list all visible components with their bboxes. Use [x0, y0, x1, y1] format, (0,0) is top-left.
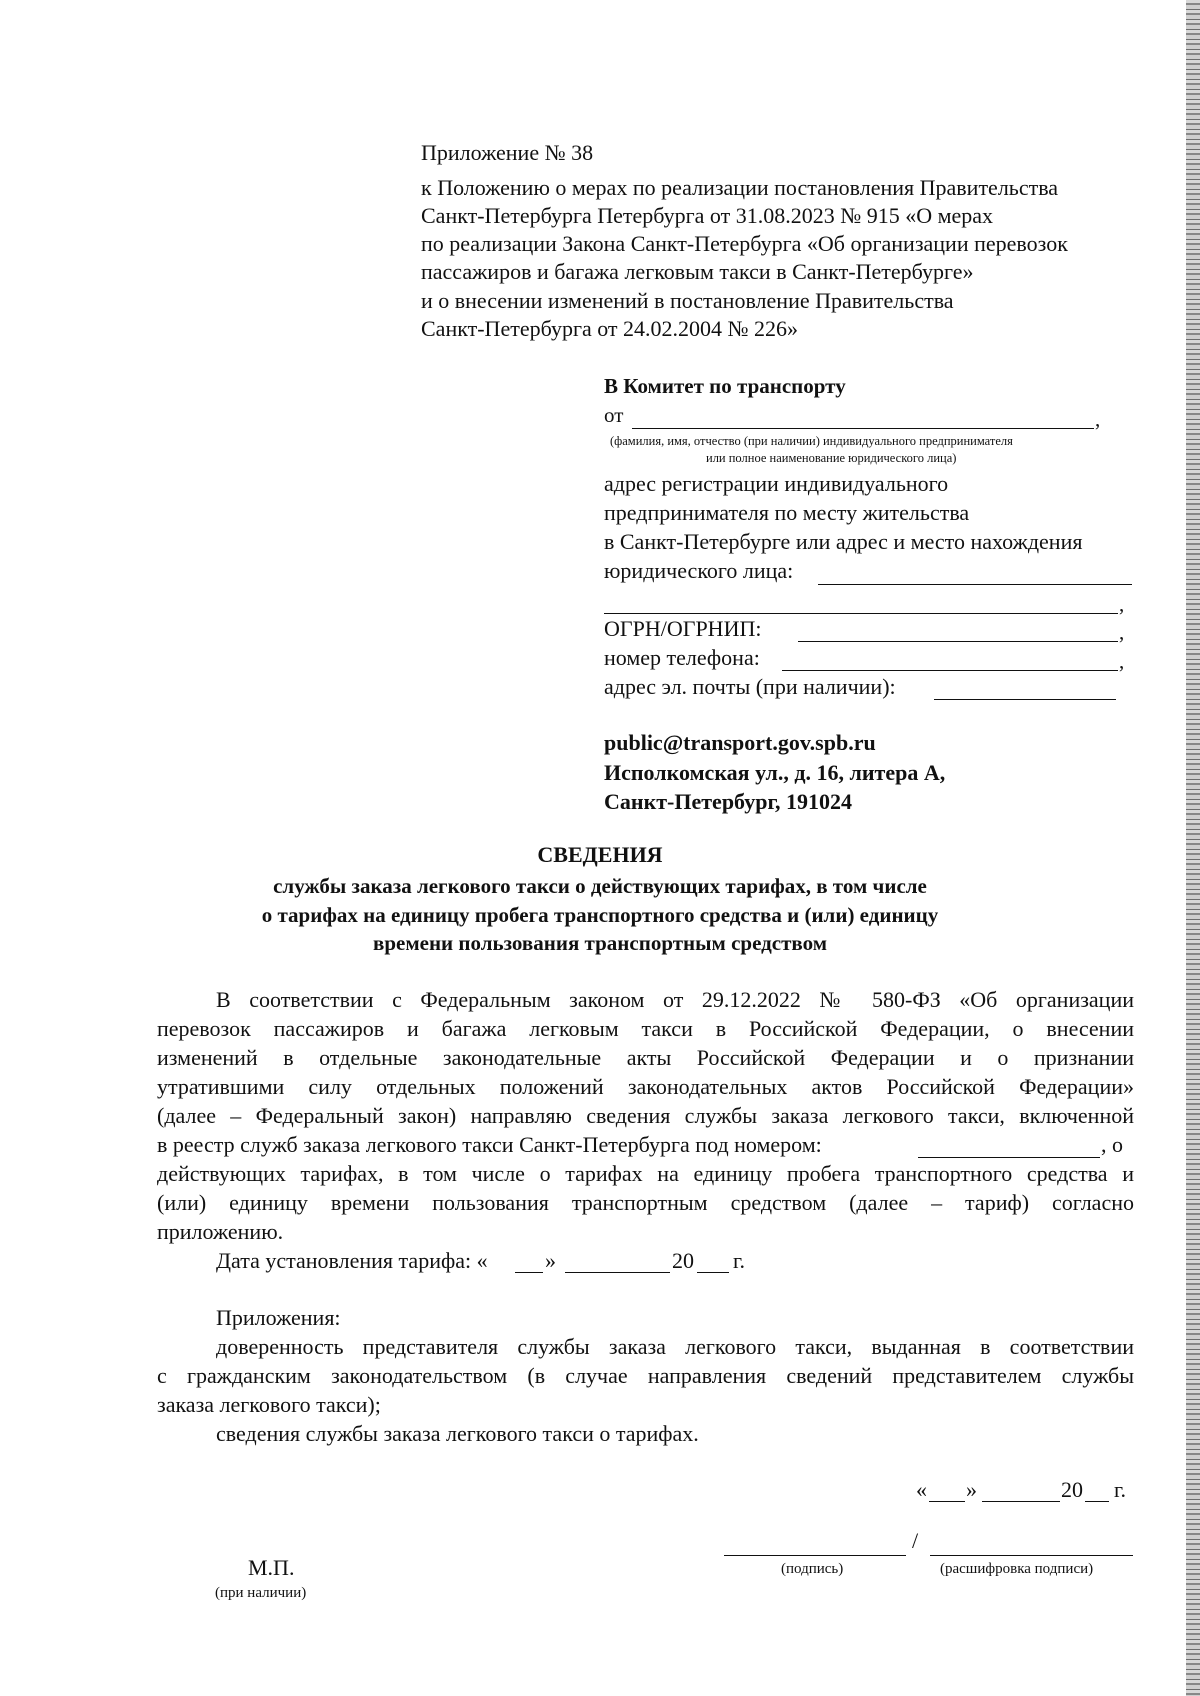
heading-subtitle: службы заказа легкового такси о действующих тарифах, в том числе	[273, 874, 927, 898]
attachments-label: Приложения:	[216, 1305, 341, 1330]
from-label: от	[604, 403, 624, 427]
decode-hint: (расшифровка подписи)	[940, 1561, 1094, 1577]
contact-email: public@transport.gov.spb.ru	[604, 730, 876, 755]
sign-year-blank[interactable]	[1085, 1501, 1109, 1502]
from-blank[interactable]	[632, 428, 1094, 429]
body-line: действующих тарифах, в том числе о тарифах на единицу пробега транспортного средства и	[157, 1161, 1134, 1186]
quote: »	[966, 1477, 977, 1502]
ogrn-blank[interactable]	[798, 641, 1118, 642]
heading-subtitle: времени пользования транспортным средством	[372, 931, 827, 955]
tariff-day-blank[interactable]	[515, 1272, 543, 1273]
email-blank[interactable]	[934, 699, 1116, 700]
email-label: адрес эл. почты (при наличии):	[604, 674, 896, 699]
year-suffix: г.	[1114, 1477, 1127, 1502]
address-blank[interactable]	[818, 584, 1132, 585]
address-blank-2[interactable]	[604, 613, 1118, 614]
comma: ,	[1119, 592, 1125, 616]
addressee-title: В Комитет по транспорту	[604, 374, 846, 398]
appendix-line: Санкт-Петербурга Петербурга от 31.08.2023 № 915 «О мерах	[421, 203, 994, 228]
sign-month-blank[interactable]	[982, 1501, 1060, 1502]
slash: /	[912, 1528, 919, 1553]
address-line: предпринимателя по месту жительства	[604, 500, 970, 525]
heading-title: СВЕДЕНИЯ	[537, 842, 663, 867]
register-number-blank[interactable]	[918, 1157, 1100, 1158]
quote: »	[545, 1248, 556, 1273]
quote: «	[916, 1477, 927, 1502]
appendix-line: к Положению о мерах по реализации постановления Правительства	[421, 175, 1059, 200]
attachment-line: сведения службы заказа легкового такси о тарифах.	[216, 1421, 699, 1446]
signature-blank[interactable]	[724, 1555, 906, 1556]
from-hint: или полное наименование юридического лица)	[706, 451, 957, 465]
appendix-line: Приложение № 38	[421, 140, 594, 165]
from-hint: (фамилия, имя, отчество (при наличии) индивидуального предпринимателя	[610, 434, 1013, 448]
comma: ,	[1095, 407, 1101, 431]
body-line: В соответствии с Федеральным законом от 29.12.2022 № 580-ФЗ «Об организации	[216, 987, 1134, 1012]
comma: ,	[1119, 649, 1125, 673]
body-line: (или) единицу времени пользования транспортным средством (далее – тариф) согласно	[157, 1190, 1134, 1215]
heading-subtitle: о тарифах на единицу пробега транспортного средства и (или) единицу	[261, 903, 939, 927]
comma: ,	[1119, 620, 1125, 644]
attachment-line: заказа легкового такси);	[157, 1392, 381, 1417]
address-line: в Санкт-Петербурге или адрес и место нахождения	[604, 529, 1083, 554]
attachment-line: доверенность представителя службы заказа легкового такси, выданная в соответствии	[216, 1334, 1134, 1359]
contact-city: Санкт-Петербург, 191024	[604, 789, 852, 814]
phone-blank[interactable]	[782, 670, 1118, 671]
body-line: утратившими силу отдельных положений законодательных актов Российской Федерации»	[157, 1074, 1134, 1099]
stamp-label: М.П.	[248, 1555, 295, 1580]
signature-hint: (подпись)	[781, 1561, 844, 1577]
ogrn-label: ОГРН/ОГРНИП:	[604, 616, 762, 641]
tariff-date-label: Дата установления тарифа: «	[216, 1248, 488, 1273]
sign-year-prefix: 20	[1061, 1477, 1083, 1502]
body-line: приложению.	[157, 1219, 284, 1244]
register-text: в реестр служб заказа легкового такси Санкт-Петербурга под номером:	[157, 1132, 822, 1157]
address-last: юридического лица:	[604, 558, 794, 583]
tariff-year-blank[interactable]	[697, 1272, 729, 1273]
phone-label: номер телефона:	[604, 645, 760, 670]
register-text-end: , о	[1101, 1132, 1123, 1157]
attachment-line: с гражданским законодательством (в случае направления сведений представителем службы	[157, 1363, 1134, 1388]
tariff-year-prefix: 20	[672, 1248, 694, 1273]
body-line: (далее – Федеральный закон) направляю сведения службы заказа легкового такси, включенной	[157, 1103, 1134, 1128]
body-line: перевозок пассажиров и багажа легковым такси в Российской Федерации, о внесении	[157, 1016, 1134, 1041]
appendix-line: по реализации Закона Санкт-Петербурга «Об организации перевозок	[421, 231, 1068, 256]
decode-blank[interactable]	[930, 1555, 1133, 1556]
scan-edge	[1186, 0, 1200, 1696]
appendix-line: Санкт-Петербурга от 24.02.2004 № 226»	[421, 316, 799, 341]
address-line: адрес регистрации индивидуального	[604, 471, 949, 496]
sign-day-blank[interactable]	[929, 1501, 965, 1502]
stamp-hint: (при наличии)	[215, 1585, 307, 1601]
year-suffix: г.	[733, 1248, 746, 1273]
appendix-line: и о внесении изменений в постановление Правительства	[421, 288, 954, 313]
contact-street: Исполкомская ул., д. 16, литера А,	[604, 760, 946, 785]
tariff-month-blank[interactable]	[565, 1272, 670, 1273]
body-line: изменений в отдельные законодательные акты Российской Федерации и о признании	[157, 1045, 1134, 1070]
appendix-line: пассажиров и багажа легковым такси в Санкт-Петербурге»	[421, 259, 974, 284]
